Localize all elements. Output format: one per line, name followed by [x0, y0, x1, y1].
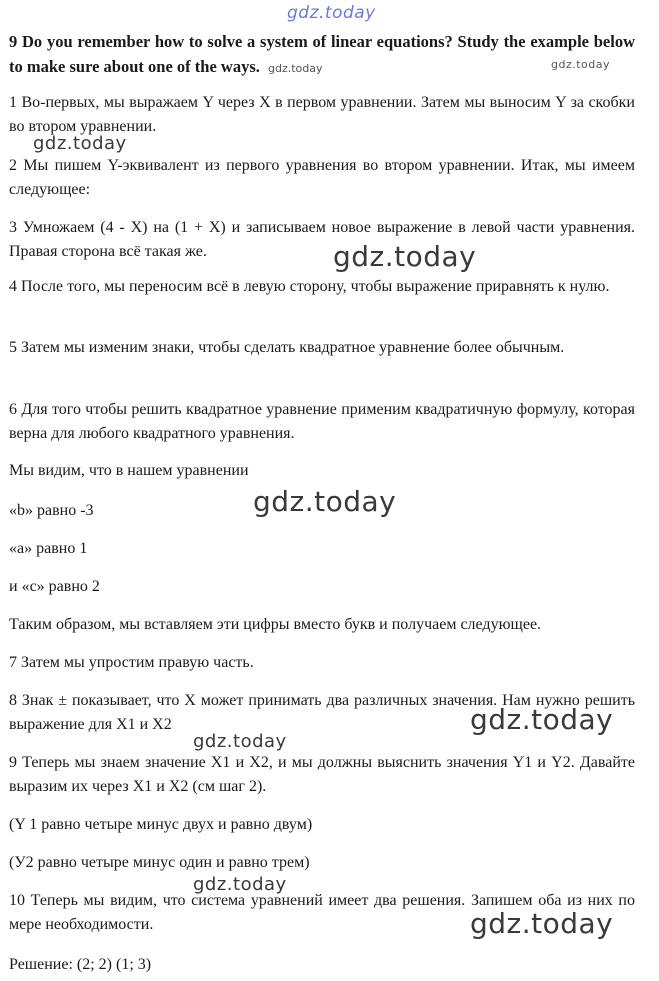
watermark-heading-2: gdz.today	[551, 58, 611, 71]
watermark-5: gdz.today	[193, 731, 287, 752]
step-4: 4 После того, мы переносим всё в левую сторону, чтобы выражение приравнять к нулю.	[9, 278, 610, 295]
step-7: 7 Затем мы упростим правую часть.	[9, 654, 254, 671]
substitution-text: Таким образом, мы вставляем эти цифры вместо букв и получаем следующее.	[9, 616, 542, 633]
step-10: 10 Теперь мы видим, что система уравнений имеет два решения. Запишем оба из них по мере необходимости.	[9, 892, 635, 933]
watermark-7: gdz.today	[470, 907, 614, 940]
watermark-heading-1: gdz.today	[268, 62, 323, 75]
y1-value: (Y 1 равно четыре минус двух и равно двум)	[9, 816, 313, 833]
coefficient-b: «b» равно -3	[9, 502, 94, 519]
step-2: 2 Мы пишем Y-эквивалент из первого уравнения во втором уравнении. Итак, мы имеем следующее:	[9, 157, 635, 198]
watermark-3: gdz.today	[253, 485, 397, 518]
step-6: 6 Для того чтобы решить квадратное уравнение применим квадратичную формулу, которая верна для любого квадратного уравнения.	[9, 401, 635, 442]
watermark-2: gdz.today	[333, 240, 477, 273]
step-5: 5 Затем мы изменим знаки, чтобы сделать квадратное уравнение более обычным.	[9, 339, 565, 356]
exercise-heading	[9, 29, 635, 81]
coefficient-c: и «c» равно 2	[9, 578, 100, 595]
watermark-4: gdz.today	[470, 703, 614, 736]
solution-answer: Решение: (2; 2) (1; 3)	[9, 956, 152, 973]
step-1: 1 Во-первых, мы выражаем Y через X в первом уравнении. Затем мы выносим Y за скобки во втором уравнении.	[9, 94, 635, 135]
watermark-1: gdz.today	[33, 133, 127, 154]
step-3: 3 Умножаем (4 - X) на (1 + X) и записываем новое выражение в левой части уравнения. Правая сторона всё такая же.	[9, 219, 635, 260]
coefficient-a: «a» равно 1	[9, 540, 88, 557]
watermark-top: gdz.today	[287, 3, 376, 23]
heading-text: 9 Do you remember how to solve a system of linear equations? Study the example below to make sure about one of the ways.	[9, 32, 635, 76]
step-9: 9 Теперь мы знаем значение X1 и X2, и мы должны выяснить значения Y1 и Y2. Давайте выразим их через X1 и X2 (см шаг 2).	[9, 754, 635, 795]
coefficients-intro: Мы видим, что в нашем уравнении	[9, 462, 249, 479]
step-8: 8 Знак ± показывает, что X может принимать два различных значения. Нам нужно решить выражение для X1 и X2	[9, 692, 635, 733]
watermark-6: gdz.today	[193, 874, 287, 895]
y2-value: (У2 равно четыре минус один и равно трем)	[9, 854, 310, 871]
